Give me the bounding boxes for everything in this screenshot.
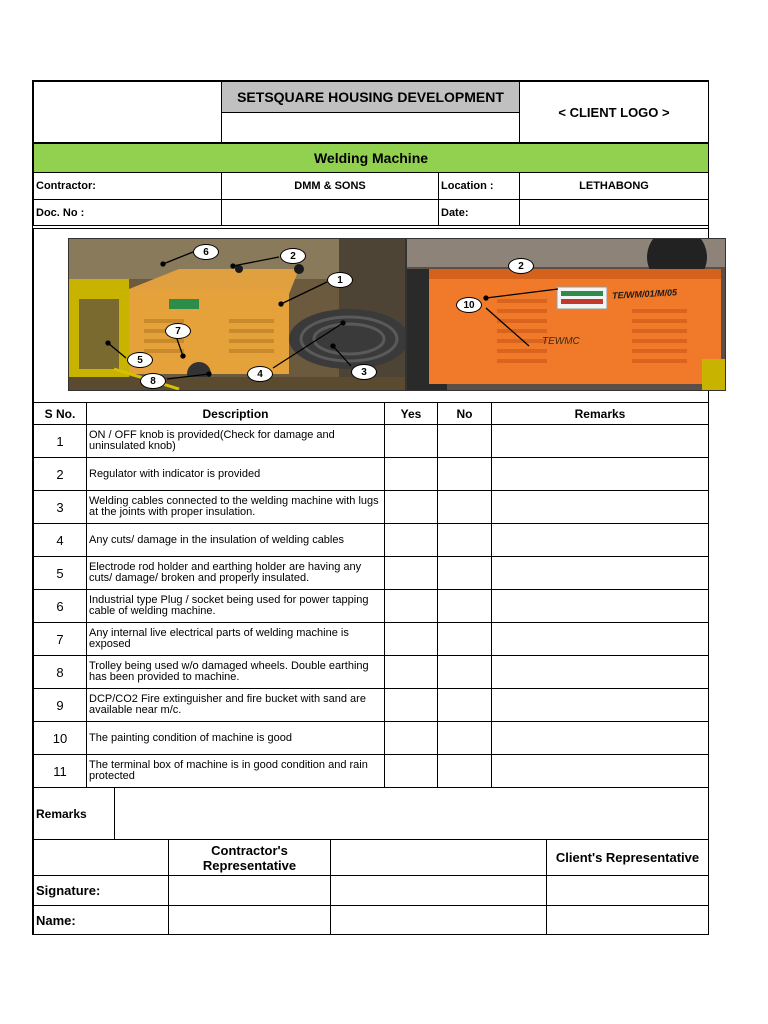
row-3-description: Welding cables connected to the welding machine with lugs at the joints with proper insulation. [86, 490, 385, 524]
signature-gap-cell [330, 875, 547, 906]
col-header-description: Description [86, 402, 385, 425]
row-11-no-cell[interactable] [437, 754, 492, 788]
rep-blank-cell [33, 839, 169, 876]
row-11-yes-cell[interactable] [384, 754, 438, 788]
row-4-remarks-cell[interactable] [491, 523, 709, 557]
callout-4: 4 [247, 366, 273, 382]
form-title: Welding Machine [33, 143, 709, 173]
contractor-value: DMM & SONS [221, 172, 439, 200]
machine-plate-text: TE/WM/01/M/05 [611, 287, 678, 301]
row-9-description: DCP/CO2 Fire extinguisher and fire bucket with sand are available near m/c. [86, 688, 385, 722]
row-2-description: Regulator with indicator is provided [86, 457, 385, 491]
col-header-yes: Yes [384, 402, 438, 425]
row-8-yes-cell[interactable] [384, 655, 438, 689]
row-4-sno: 4 [33, 523, 87, 557]
row-6-no-cell[interactable] [437, 589, 492, 623]
row-7-no-cell[interactable] [437, 622, 492, 656]
docno-value[interactable] [221, 199, 439, 226]
date-label: Date: [438, 199, 520, 226]
date-value[interactable] [519, 199, 709, 226]
row-9-sno: 9 [33, 688, 87, 722]
contractor-rep-heading: Contractor's Representative [168, 839, 331, 876]
row-10-no-cell[interactable] [437, 721, 492, 755]
row-7-sno: 7 [33, 622, 87, 656]
row-4-yes-cell[interactable] [384, 523, 438, 557]
col-header-remarks: Remarks [491, 402, 709, 425]
machine-brand-text: TEWMC [542, 336, 580, 347]
row-3-no-cell[interactable] [437, 490, 492, 524]
callout-5: 5 [127, 352, 153, 368]
row-8-description: Trolley being used w/o damaged wheels. Double earthing has been provided to machine. [86, 655, 385, 689]
row-4-description: Any cuts/ damage in the insulation of welding cables [86, 523, 385, 557]
row-2-yes-cell[interactable] [384, 457, 438, 491]
row-6-yes-cell[interactable] [384, 589, 438, 623]
inspection-sheet [32, 80, 709, 935]
callout-3: 3 [351, 364, 377, 380]
row-6-description: Industrial type Plug / socket being used for power tapping cable of welding machine. [86, 589, 385, 623]
row-5-description: Electrode rod holder and earthing holder are having any cuts/ damage/ broken and properly insulated. [86, 556, 385, 590]
callout-2-right: 2 [508, 258, 534, 274]
row-8-remarks-cell[interactable] [491, 655, 709, 689]
row-9-yes-cell[interactable] [384, 688, 438, 722]
row-1-sno: 1 [33, 424, 87, 458]
row-11-description: The terminal box of machine is in good condition and rain protected [86, 754, 385, 788]
row-2-no-cell[interactable] [437, 457, 492, 491]
row-3-remarks-cell[interactable] [491, 490, 709, 524]
row-5-remarks-cell[interactable] [491, 556, 709, 590]
row-9-remarks-cell[interactable] [491, 688, 709, 722]
row-10-sno: 10 [33, 721, 87, 755]
docno-label: Doc. No : [33, 199, 222, 226]
callout-8: 8 [140, 373, 166, 389]
location-label: Location : [438, 172, 520, 200]
row-5-sno: 5 [33, 556, 87, 590]
row-8-no-cell[interactable] [437, 655, 492, 689]
client-name-field[interactable] [546, 905, 709, 935]
row-6-remarks-cell[interactable] [491, 589, 709, 623]
row-5-no-cell[interactable] [437, 556, 492, 590]
callout-6: 6 [193, 244, 219, 260]
col-header-no: No [437, 402, 492, 425]
row-1-remarks-cell[interactable] [491, 424, 709, 458]
name-gap-cell [330, 905, 547, 935]
row-1-no-cell[interactable] [437, 424, 492, 458]
rep-gap-cell [330, 839, 547, 876]
signature-label: Signature: [33, 875, 169, 906]
row-10-description: The painting condition of machine is good [86, 721, 385, 755]
row-1-yes-cell[interactable] [384, 424, 438, 458]
callout-7: 7 [165, 323, 191, 339]
row-3-yes-cell[interactable] [384, 490, 438, 524]
location-value: LETHABONG [519, 172, 709, 200]
row-1-description: ON / OFF knob is provided(Check for damage and uninsulated knob) [86, 424, 385, 458]
contractor-name-field[interactable] [168, 905, 331, 935]
callout-2-left: 2 [280, 248, 306, 264]
header-sub-cell [221, 112, 520, 143]
company-name: SETSQUARE HOUSING DEVELOPMENT [221, 81, 520, 113]
row-5-yes-cell[interactable] [384, 556, 438, 590]
row-8-sno: 8 [33, 655, 87, 689]
row-7-yes-cell[interactable] [384, 622, 438, 656]
row-11-sno: 11 [33, 754, 87, 788]
callout-10: 10 [456, 297, 482, 313]
row-9-no-cell[interactable] [437, 688, 492, 722]
row-4-no-cell[interactable] [437, 523, 492, 557]
col-header-sno: S No. [33, 402, 87, 425]
remarks-field[interactable] [114, 787, 709, 840]
client-rep-heading: Client's Representative [546, 839, 709, 876]
client-logo-placeholder: < CLIENT LOGO > [519, 81, 709, 143]
row-2-remarks-cell[interactable] [491, 457, 709, 491]
header-blank-cell [33, 81, 222, 143]
contractor-label: Contractor: [33, 172, 222, 200]
row-3-sno: 3 [33, 490, 87, 524]
row-10-remarks-cell[interactable] [491, 721, 709, 755]
row-2-sno: 2 [33, 457, 87, 491]
callout-1: 1 [327, 272, 353, 288]
name-label: Name: [33, 905, 169, 935]
row-7-remarks-cell[interactable] [491, 622, 709, 656]
row-6-sno: 6 [33, 589, 87, 623]
row-10-yes-cell[interactable] [384, 721, 438, 755]
contractor-signature-field[interactable] [168, 875, 331, 906]
remarks-label: Remarks [33, 787, 115, 840]
row-11-remarks-cell[interactable] [491, 754, 709, 788]
row-7-description: Any internal live electrical parts of welding machine is exposed [86, 622, 385, 656]
client-signature-field[interactable] [546, 875, 709, 906]
